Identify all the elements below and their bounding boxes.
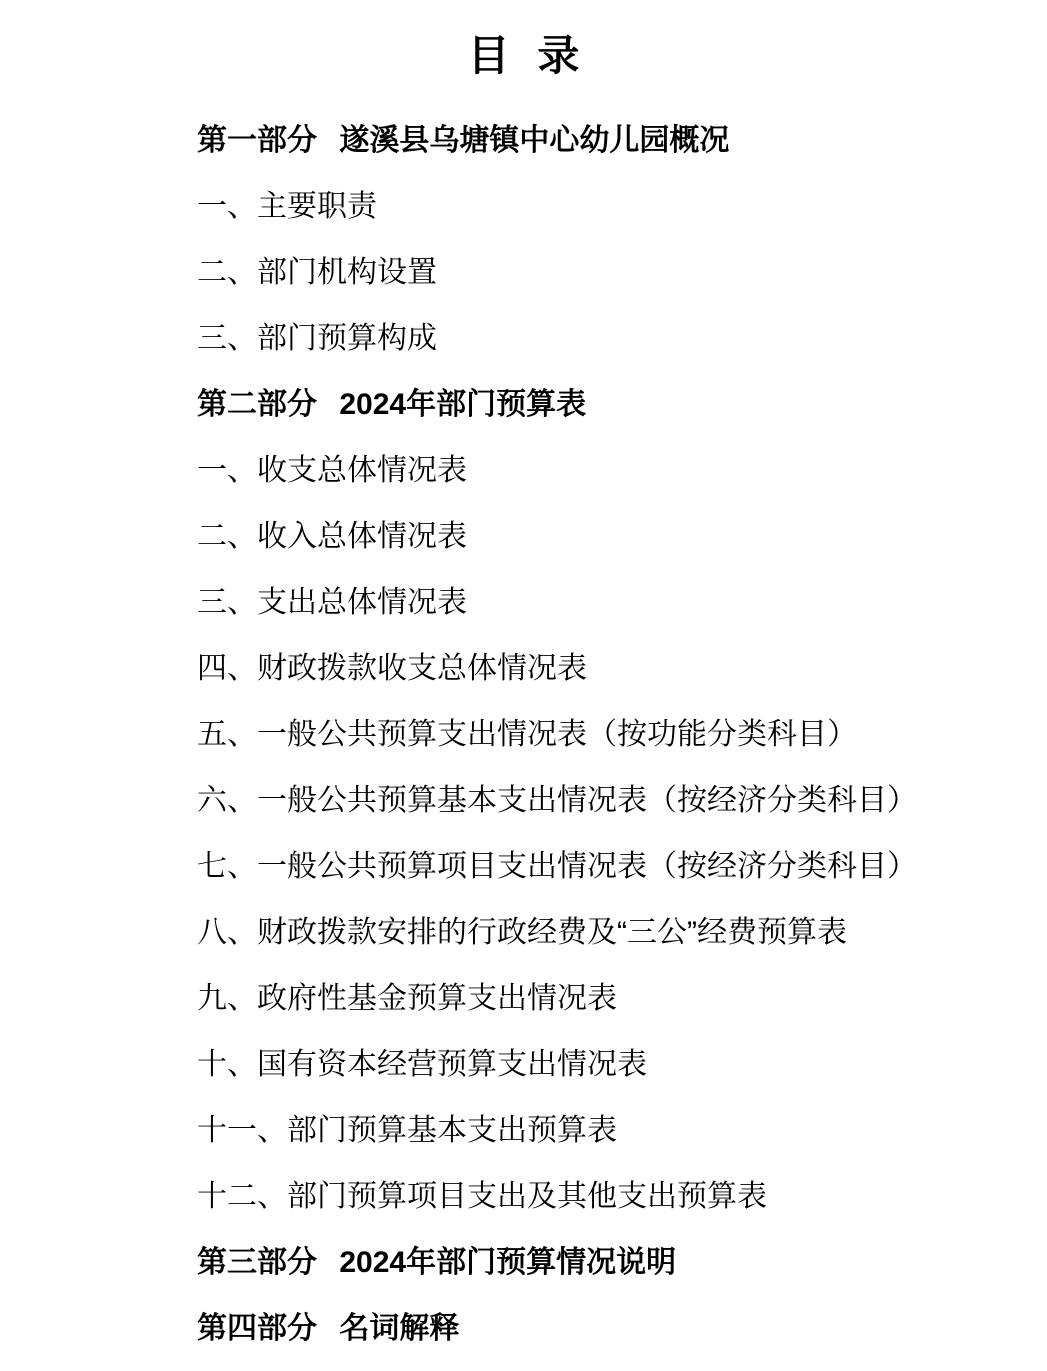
toc-item: 三、支出总体情况表 xyxy=(197,586,467,619)
toc-item: 二、收入总体情况表 xyxy=(197,520,467,553)
toc-item: 三、部门预算构成 xyxy=(197,322,437,355)
toc-item: 九、政府性基金预算支出情况表 xyxy=(197,982,617,1015)
toc-item: 四、财政拨款收支总体情况表 xyxy=(197,652,587,685)
toc-item: 十一、部门预算基本支出预算表 xyxy=(197,1114,617,1147)
toc-item: 一、收支总体情况表 xyxy=(197,454,467,487)
toc-part-1-heading: 第一部分 遂溪县乌塘镇中心幼儿园概况 xyxy=(197,124,730,157)
toc-item: 六、一般公共预算基本支出情况表（按经济分类科目） xyxy=(197,784,917,817)
toc-title: 目 录 xyxy=(467,32,580,79)
toc-item: 十二、部门预算项目支出及其他支出预算表 xyxy=(197,1180,767,1213)
toc-item: 一、主要职责 xyxy=(197,190,377,223)
toc-part-3-heading: 第三部分 2024年部门预算情况说明 xyxy=(197,1246,677,1279)
toc-list xyxy=(0,108,1047,1362)
toc-item: 十、国有资本经营预算支出情况表 xyxy=(197,1048,647,1081)
toc-item: 五、一般公共预算支出情况表（按功能分类科目） xyxy=(197,718,857,751)
toc-item: 八、财政拨款安排的行政经费及“三公”经费预算表 xyxy=(197,916,847,949)
toc-item: 二、部门机构设置 xyxy=(197,256,437,289)
toc-item: 七、一般公共预算项目支出情况表（按经济分类科目） xyxy=(197,850,917,883)
toc-part-2-heading: 第二部分 2024年部门预算表 xyxy=(197,388,587,421)
toc-part-4-heading: 第四部分 名词解释 xyxy=(197,1312,460,1345)
